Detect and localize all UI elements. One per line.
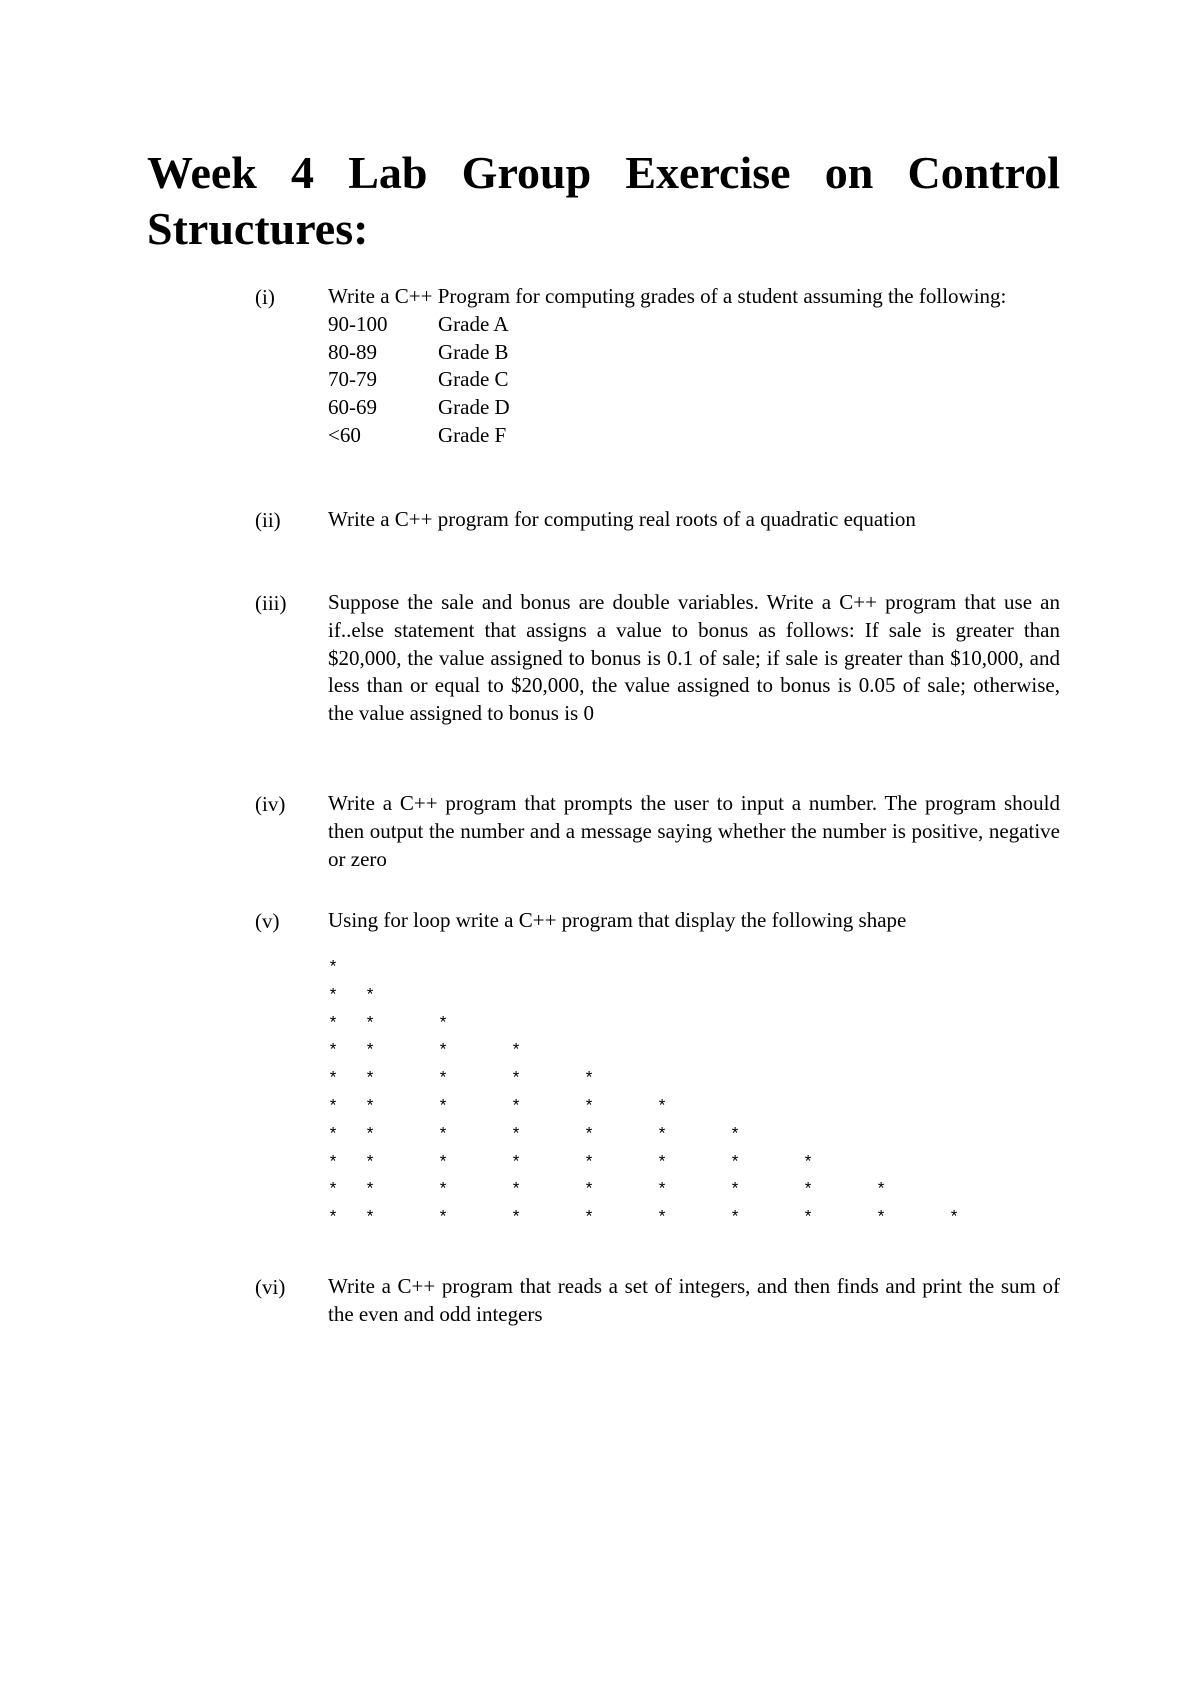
star-mark: * (657, 1125, 668, 1145)
star-mark: * (584, 1181, 595, 1201)
star-mark: * (438, 1098, 449, 1117)
exercise-text: Using for loop write a C++ program that display the following shape (328, 908, 907, 932)
star-mark: * (328, 1042, 339, 1062)
star-mark: * (657, 1181, 668, 1201)
grade-range: 80-89 (328, 339, 377, 364)
star-mark: * (511, 1181, 522, 1201)
star-mark: * (730, 1125, 741, 1145)
grade-range: 70-79 (328, 367, 377, 392)
star-mark: * (438, 1153, 449, 1173)
star-mark: * (584, 1070, 595, 1090)
star-mark: * (657, 1098, 668, 1117)
star-mark: * (365, 986, 376, 1006)
grade-range: 90-100 (328, 311, 388, 336)
page-title (147, 145, 1060, 257)
star-mark: * (438, 1014, 449, 1034)
star-mark: * (584, 1125, 595, 1145)
star-mark: * (365, 1125, 376, 1145)
exercise-number: (i) (255, 285, 275, 309)
star-triangle-shape (328, 960, 1028, 1240)
star-mark: * (584, 1209, 595, 1229)
star-mark: * (438, 1125, 449, 1145)
grade-range: <60 (328, 422, 361, 447)
star-mark: * (511, 1209, 522, 1229)
star-mark: * (511, 1098, 522, 1117)
grade-range: 60-69 (328, 395, 377, 420)
grade-letter: Grade F (438, 422, 507, 447)
star-mark: * (584, 1098, 595, 1117)
grade-letter: Grade D (438, 395, 510, 420)
star-mark: * (328, 1014, 339, 1034)
star-mark: * (365, 1153, 376, 1173)
star-mark: * (803, 1209, 814, 1229)
star-mark: * (876, 1209, 887, 1229)
star-mark: * (511, 1153, 522, 1173)
star-mark: * (511, 1042, 522, 1062)
star-mark: * (876, 1181, 887, 1201)
exercise-number: (iii) (255, 591, 287, 615)
star-mark: * (584, 1153, 595, 1173)
star-mark: * (328, 959, 339, 978)
grade-row (328, 394, 1060, 422)
star-mark: * (365, 1014, 376, 1034)
star-mark: * (328, 986, 339, 1006)
star-mark: * (803, 1153, 814, 1173)
title-line-1: Week 4 Lab Group Exercise on Control (147, 147, 1060, 198)
grade-row (328, 339, 1060, 367)
exercise-number: (vi) (255, 1275, 286, 1299)
star-mark: * (657, 1153, 668, 1173)
exercise-number: (v) (255, 909, 280, 933)
grade-row (328, 311, 1060, 339)
star-mark: * (438, 1181, 449, 1201)
exercise-text: Write a C++ program for computing real roots of a quadratic equation (328, 507, 916, 531)
star-mark: * (438, 1209, 449, 1229)
star-mark: * (438, 1070, 449, 1090)
star-mark: * (365, 1181, 376, 1201)
star-mark: * (365, 1042, 376, 1062)
star-mark: * (730, 1181, 741, 1201)
star-mark: * (657, 1209, 668, 1229)
star-mark: * (949, 1209, 960, 1229)
star-mark: * (438, 1042, 449, 1062)
exercise-text: Write a C++ program that reads a set of integers, and then finds and print the sum of the even and odd integers (328, 1274, 1060, 1326)
star-mark: * (328, 1209, 339, 1229)
star-mark: * (730, 1209, 741, 1229)
exercise-text: Suppose the sale and bonus are double variables. Write a C++ program that use an if..else statement that assigns a value to bonus as follows: If sale is greater than $20,000, the value assigned to bonus is 0.1 of sale; if sale is greater than $10,000, and less than or equal to $20,000, the value assigned to bonus is 0.05 of sale; otherwise, the value assigned to bonus is 0 (328, 590, 1060, 726)
star-mark: * (328, 1153, 339, 1173)
star-mark: * (803, 1181, 814, 1201)
star-mark: * (328, 1098, 339, 1117)
exercise-text: Write a C++ Program for computing grades of a student assuming the following: (328, 284, 1007, 308)
star-mark: * (328, 1070, 339, 1090)
star-mark: * (328, 1125, 339, 1145)
star-mark: * (511, 1070, 522, 1090)
star-mark: * (365, 1209, 376, 1229)
exercise-number: (iv) (255, 792, 286, 816)
grade-letter: Grade C (438, 367, 509, 392)
grade-letter: Grade A (438, 311, 509, 336)
grade-row (328, 422, 1060, 450)
exercise-number: (ii) (255, 508, 281, 532)
grade-letter: Grade B (438, 339, 509, 364)
star-mark: * (328, 1181, 339, 1201)
grade-row (328, 366, 1060, 394)
star-mark: * (730, 1153, 741, 1173)
star-mark: * (365, 1098, 376, 1117)
title-line-2: Structures: (147, 203, 369, 254)
exercise-text: Write a C++ program that prompts the user to input a number. The program should then output the number and a message saying whether the number is positive, negative or zero (328, 791, 1060, 871)
exercise-body (328, 283, 1060, 450)
star-mark: * (365, 1070, 376, 1090)
star-mark: * (511, 1125, 522, 1145)
